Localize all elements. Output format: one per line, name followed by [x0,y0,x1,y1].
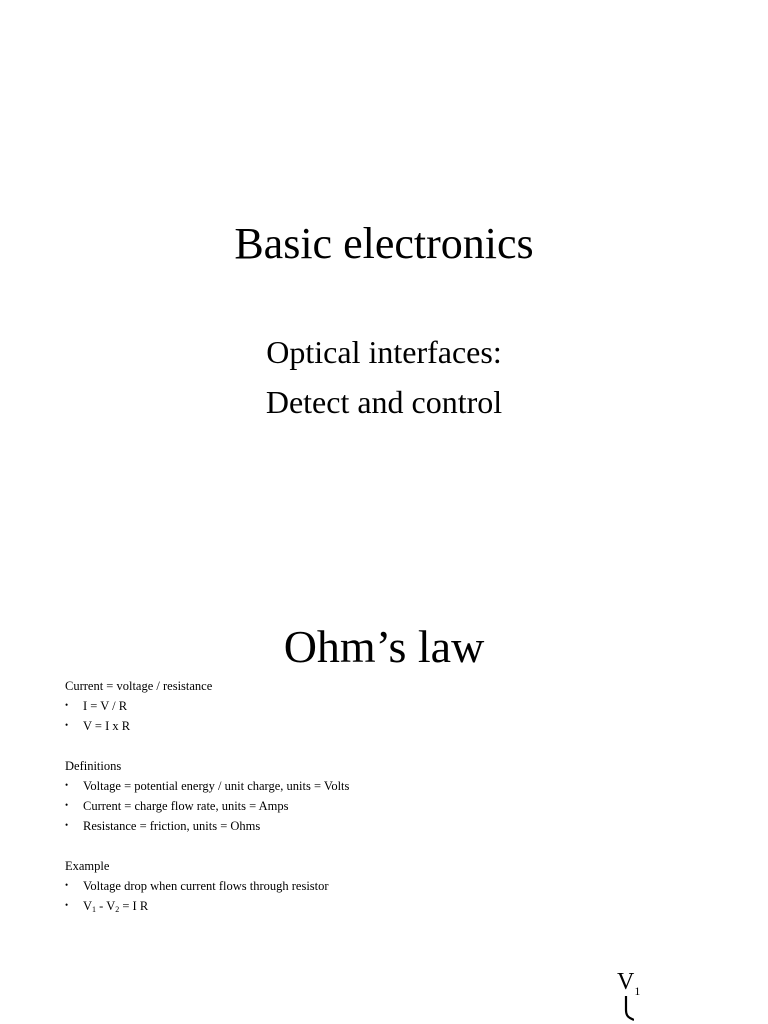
bullet-item [65,876,725,896]
slide-title: Ohm’s law [283,621,485,672]
diagram-v-letter: V [617,969,635,995]
bullet-dot-icon: • [65,820,69,830]
bullet-dot-icon: • [65,800,69,810]
group-heading-example: Example [65,859,110,873]
diagram-v-subscript: 1 [634,984,641,998]
diagram-v1-label [617,968,640,996]
bullet-text: Current = charge flow rate, units = Amps [83,799,289,813]
ohms-law-formula [83,899,148,913]
bullet-item [65,776,725,796]
slide-body [65,676,725,916]
group-heading-definitions: Definitions [65,759,122,773]
bullet-dot-icon: • [65,700,69,710]
bullet-text: Voltage = potential energy / unit charge, units = Volts [83,779,350,793]
bullet-text: Resistance = friction, units = Ohms [83,819,261,833]
bullet-dot-icon: • [65,720,69,730]
bullet-dot-icon: • [65,900,69,910]
resistor-wire-icon [620,996,634,1024]
bullet-item [65,796,725,816]
bullet-item [65,716,725,736]
group-spacer [65,736,725,756]
bullet-text: V = I x R [83,719,131,733]
ohms-law-slide [0,590,768,1024]
subtitle-line-1: Optical interfaces: [266,334,502,370]
formula-separator: - [96,899,107,913]
formula-v2-subscript: 2 [115,905,120,914]
bullet-item-formula [65,896,725,916]
formula-v2: V [106,899,116,913]
subtitle-line-2: Detect and control [265,384,503,420]
bullet-text: Voltage drop when current flows through resistor [83,879,329,893]
bullet-item [65,696,725,716]
bullet-item [65,816,725,836]
formula-v1-subscript: 1 [92,905,97,914]
formula-rest: = I R [119,899,149,913]
bullet-text: I = V / R [83,699,128,713]
group-heading-current: Current = voltage / resistance [65,679,213,693]
group-spacer [65,836,725,856]
bullet-dot-icon: • [65,880,69,890]
formula-v1: V [83,899,93,913]
presentation-title: Basic electronics [234,219,534,268]
bullet-dot-icon: • [65,780,69,790]
